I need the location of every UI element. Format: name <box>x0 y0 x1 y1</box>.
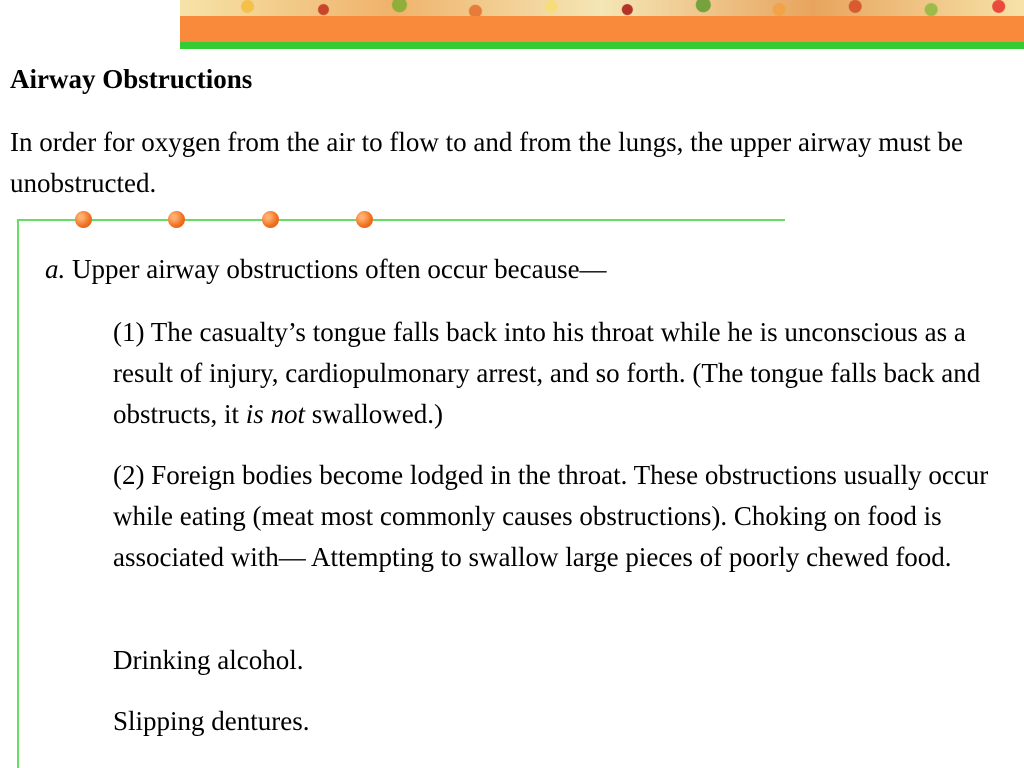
sub-item-2: (2) Foreign bodies become lodged in the throat. These obstructions usually occur while eating (meat most commonly causes obstructions). Choking on food is associated with— Attempting to swallow large pieces of poorly chewed food. <box>113 460 989 572</box>
banner-orange-bar <box>180 16 1024 42</box>
sub-item-1-end: swallowed.) <box>305 399 443 429</box>
frame-top-line <box>17 219 785 221</box>
bullet-dot-icon <box>262 211 279 228</box>
item-a-label: a. <box>45 254 66 284</box>
slide-title: Airway Obstructions <box>10 64 253 94</box>
sub-item-drinking: Drinking alcohol. <box>113 645 304 675</box>
sub-item-1-text: (1) The casualty’s tongue falls back into his throat while he is unconscious as a result of injury, cardiopulmonary arrest, and so forth. (The tongue falls back and obstructs, it <box>113 317 981 429</box>
banner-green-line <box>180 42 1024 49</box>
item-a-text: Upper airway obstructions often occur because— <box>65 254 607 284</box>
bullet-dot-icon <box>168 211 185 228</box>
sub-item-dentures: Slipping dentures. <box>113 706 310 736</box>
frame-left-line <box>17 219 19 768</box>
intro-paragraph: In order for oxygen from the air to flow to and from the lungs, the upper airway must be unobstructed. <box>10 127 963 198</box>
bullet-dot-icon <box>356 211 373 228</box>
sub-item-1-emphasis: is not <box>245 399 306 429</box>
bullet-dot-icon <box>75 211 92 228</box>
banner-photo-strip <box>180 0 1024 16</box>
item-a <box>45 252 607 286</box>
sub-item-1 <box>113 312 1003 435</box>
